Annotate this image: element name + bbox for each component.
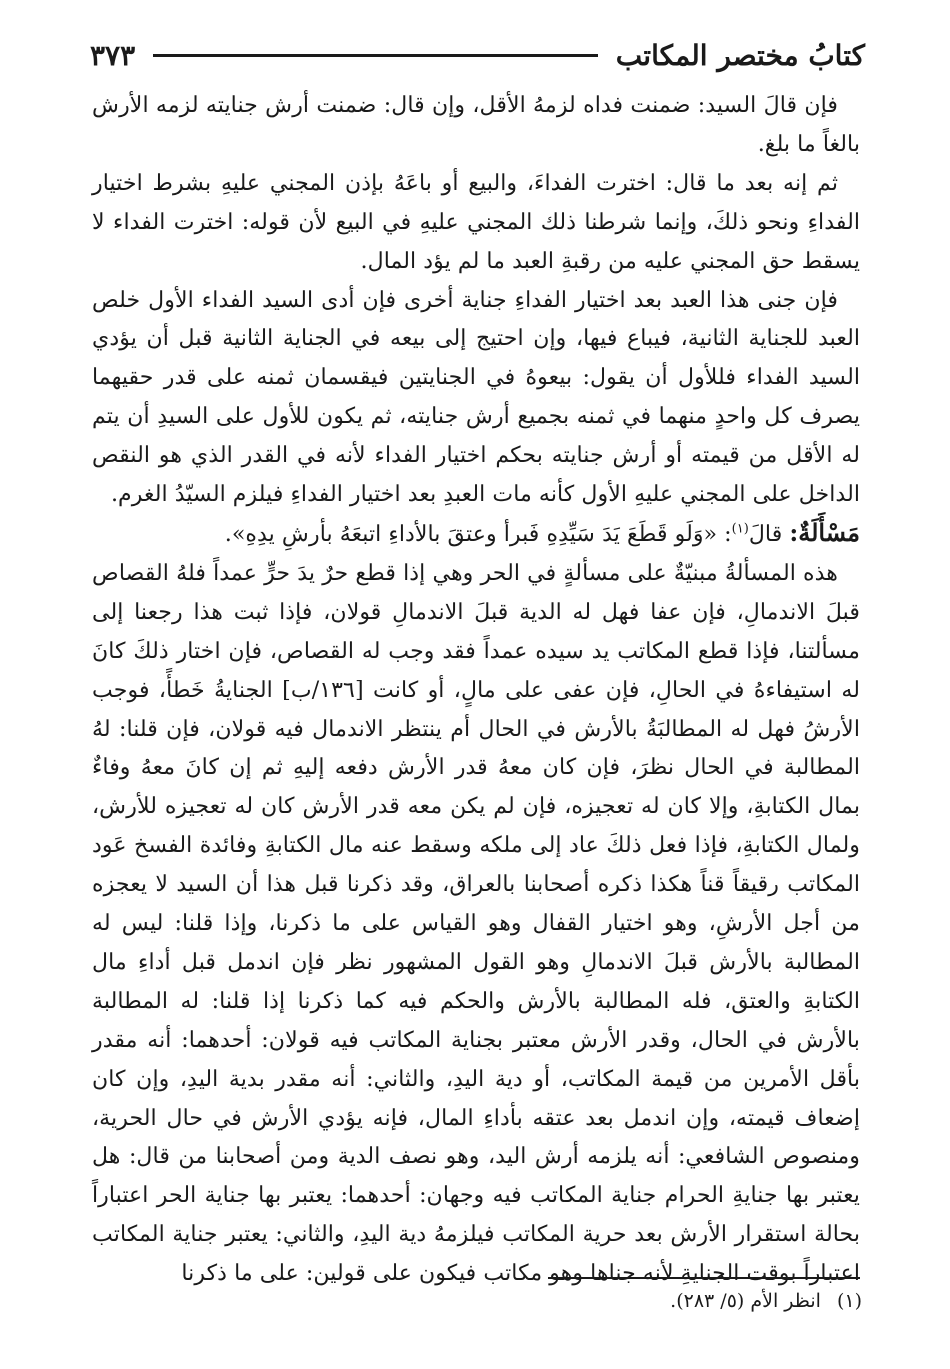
footnote-text: انظر الأم (٥/ ٢٨٣).	[670, 1290, 821, 1312]
main-text	[92, 86, 860, 1293]
header-rule	[153, 54, 598, 57]
page-number: ٣٧٣	[90, 38, 136, 72]
footnote-reference[interactable]: (١)	[731, 521, 749, 537]
masala-label: مَسْأَلَةٌ:	[789, 517, 860, 547]
footnote-separator	[548, 1277, 860, 1279]
footnote-number: (١)	[836, 1290, 862, 1312]
masala-heading	[92, 514, 860, 554]
page-header	[90, 30, 865, 80]
masala-intro: قالَ	[748, 520, 783, 547]
paragraph: ثم إنه بعد ما قال: اخترت الفداءَ، والبيع أو باعَهُ بإذن المجني عليهِ بشرط اختيار الفداءِ ونحو ذلكَ، وإنما شرطنا ذلك المجني عليهِ في البيع لأن قوله: اخترت الفداء لا يسقط حق المجني عليه من رقبةِ العبد ما لم يؤد المال.	[92, 169, 860, 274]
masala-quote: : «وَلَو قَطَعَ يَدَ سَيِّدِهِ فَبرأ وعتقَ بالأداءِ اتبعَهُ بأرشِ يدِهِ».	[224, 520, 732, 547]
footnote	[670, 1290, 862, 1312]
paragraph: فإن جنى هذا العبد بعد اختيار الفداءِ جناية أخرى فإن أدى السيد الفداء الأول خلص العبد للجناية الثانية، فيباع فيها، وإن احتيج إلى بيعه في الجناية الثانية قبل أن يؤدي السيد الفداء فللأول أن يقول: بيعوهُ في الجنايتين فيقسمان ثمنه على قدر حقيهما يصرف كل واحدٍ منهما في ثمنه بجميع أرش جنايته، ثم يكون للأول على السيدِ أن يتم له الأقل من قيمته أو أرش جنايته بحكم اختيار الفداء لأنه في القدر الذي هو النقص الداخل على المجني عليهِ الأول كأنه مات العبدِ بعد اختيار الفداءِ فيلزم السيّدُ الغرم.	[92, 286, 860, 508]
paragraph: فإن قالَ السيد: ضمنت فداه لزمهُ الأقل، وإن قال: ضمنت أرش جنايته لزمه الأرش بالغاً ما بلغ.	[92, 92, 860, 157]
book-title: كتابُ مختصر المكاتب	[615, 38, 865, 72]
paragraph: هذه المسألةُ مبنيّةٌ على مسألةٍ في الحر وهي إذا قطع حرٌ يدَ حرٍّ عمداً فلهُ القصاص قبلَ الاندمالِ، فإن عفا فهل له الدية قبلَ الاندمالِ قولان، فإذا ثبت هذا رجعنا إلى مسألتنا، فإذا قطع المكاتب يد سيده عمداً فقد وجب له القصاص، فإن اختار ذلكَ كانَ له استيفاءهُ في الحالِ، فإن عفى على مالٍ، أو كانت [١٣٦/ب] الجنايةُ خَطأً، فوجب الأرشُ فهل له المطالبَةُ بالأرش في الحال أم ينتظر الاندمال فيه قولان، فإن قلنا: لهُ المطالبة في الحال نظرَ، فإن كان معهُ قدر الأرش دفعه إليهِ ثم إن كانَ معهُ وفاءٌ بمال الكتابةِ، وإلا كان له تعجيزه، فإن لم يكن معه قدر الأرش كان له تعجيزه للأرش، ولمال الكتابةِ، فإذا فعل ذلكَ عاد إلى ملكه وسقط عنه مال الكتابةِ وفائدة الفسخ عَود المكاتب رقيقاً قناً هكذا ذكره أصحابنا بالعراق، وقد ذكرنا قبل هذا أن السيد لا يعجزه من أجل الأرشِ، وهو اختيار القفال وهو القياس على ما ذكرنا، وإذا قلنا: ليس له المطالبة بالأرش قبلَ الاندمالِ وهو القول المشهور نظر فإن اندمل قبل أداءِ مال الكتابةِ والعتق، فله المطالبة بالأرش والحكم فيه كما ذكرنا إذا قلنا: له المطالبة بالأرش في الحال، وقدر الأرش معتبر بجناية المكاتب فيه قولان: أحدهما: أنه مقدر بأقل الأمرين من قيمة المكاتب، أو دية اليدِ، والثاني: أنه مقدر بدية اليدِ، وإن كان إضعاف قيمته، وإن اندمل بعد عتقه بأداءِ المال، فإنه يؤدي الأرش في حال الحرية، ومنصوص الشافعي: أنه يلزمه أرش اليد، وهو نصف الدية ومن أصحابنا من قال: هل يعتبر بها جنايةِ الحرام جناية المكاتب فيه وجهان: أحدهما: يعتبر بها جناية الحر اعتباراً بحالة استقرار الأرش بعد حرية المكاتب فيلزمهُ دية اليدِ، والثاني: يعتبر جناية المكاتب اعتباراً بوقت الجنايةِ لأنه جناها وهو مكاتب فيكون على قولين: على ما ذكرنا	[92, 559, 861, 1287]
